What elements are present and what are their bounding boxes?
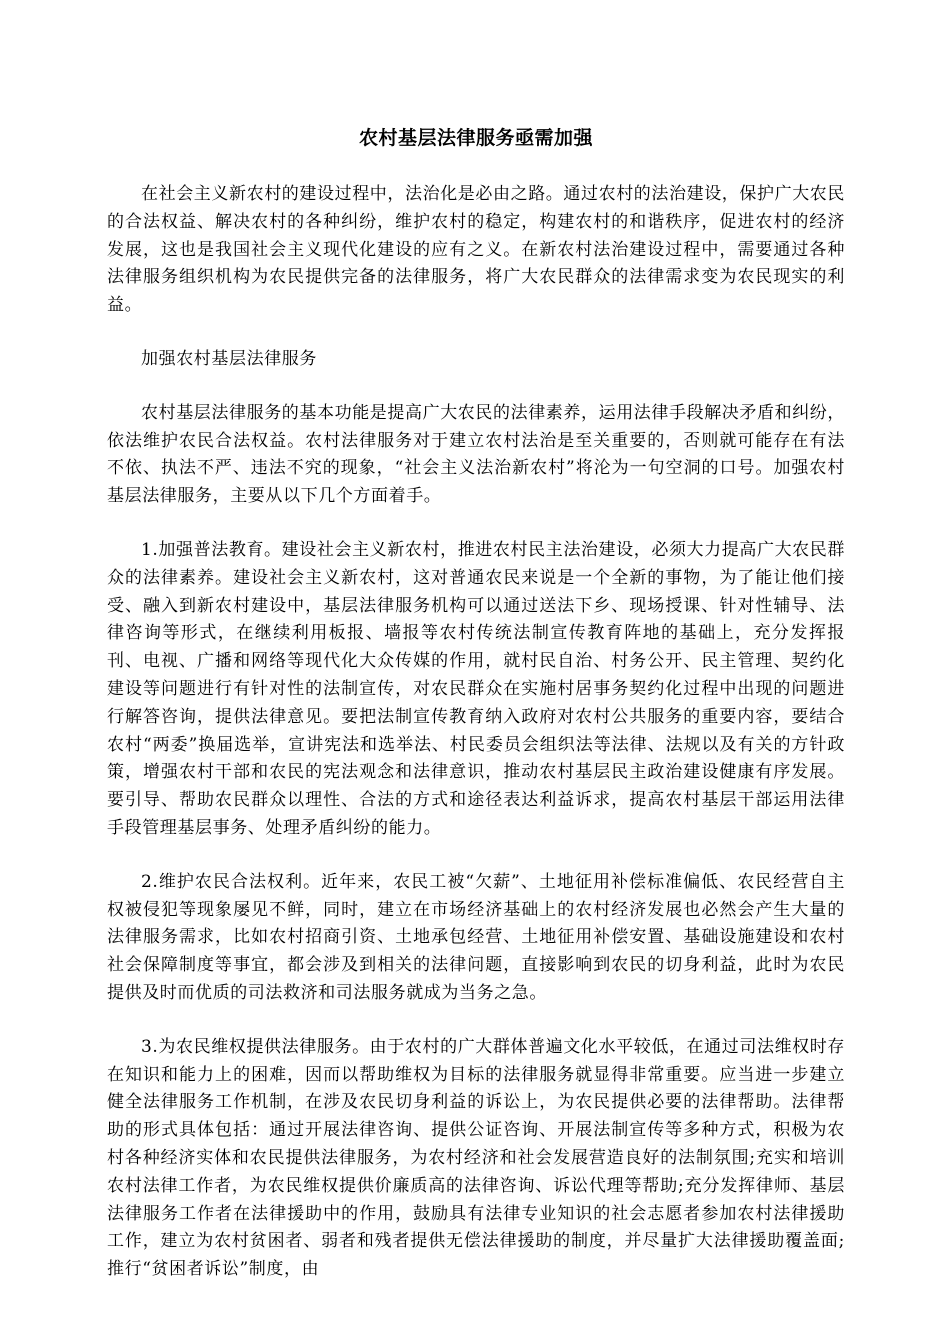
document-page [107, 0, 845, 1344]
intro-paragraph: 在社会主义新农村的建设过程中，法治化是必由之路。通过农村的法治建设，保护广大农民的合法权益、解决农村的各种纠纷，维护农村的稳定，构建农村的和谐秩序，促进农村的经济发展，这也是我国社会主义现代化建设的应有之义。在新农村法治建设过程中，需要通过各种法律服务组织机构为农民提供完备的法律服务，将广大农民群众的法律需求变为农民现实的利益。 [107, 184, 845, 316]
document-title: 农村基层法律服务亟需加强 [358, 127, 593, 149]
point-2-paragraph: 2.维护农民合法权利。近年来，农民工被“欠薪”、土地征用补偿标准偏低、农民经营自主权被侵犯等现象屡见不鲜，同时，建立在市场经济基础上的农村经济发展也必然会产生大量的法律服务需求，比如农村招商引资、土地承包经营、土地征用补偿安置、基础设施建设和农村社会保障制度等事宜，都会涉及到相关的法律问题，直接影响到农民的切身利益，此时为农民提供及时而优质的司法救济和司法服务就成为当务之急。 [107, 871, 845, 1003]
document-body [107, 181, 845, 1310]
point-1-paragraph: 1.加强普法教育。建设社会主义新农村，推进农村民主法治建设，必须大力提高广大农民群众的法律素养。建设社会主义新农村，这对普通农民来说是一个全新的事物，为了能让他们接受、融入到新农村建设中，基层法律服务机构可以通过送法下乡、现场授课、针对性辅导、法律咨询等形式，在继续利用板报、墙报等农村传统法制宣传教育阵地的基础上，充分发挥报刊、电视、广播和网络等现代化大众传媒的作用，就村民自治、村务公开、民主管理、契约化建设等问题进行有针对性的法制宣传，对农民群众在实施村居事务契约化过程中出现的问题进行解答咨询，提供法律意见。要把法制宣传教育纳入政府对农村公共服务的重要内容，要结合农村“两委”换届选举，宣讲宪法和选举法、村民委员会组织法等法律、法规以及有关的方针政策，增强农村干部和农民的宪法观念和法律意识，推动农村基层民主政治建设健康有序发展。要引导、帮助农民群众以理性、合法的方式和途径表达利益诉求，提高农村基层干部运用法律手段管理基层事务、处理矛盾纠纷的能力。 [107, 539, 845, 838]
section-heading: 加强农村基层法律服务 [141, 348, 317, 369]
section-intro-paragraph: 农村基层法律服务的基本功能是提高广大农民的法律素养，运用法律手段解决矛盾和纠纷，依法维护农民合法权益。农村法律服务对于建立农村法治是至关重要的，否则就可能存在有法不依、执法不严、违法不究的现象，“社会主义法治新农村”将沦为一句空洞的口号。加强农村基层法律服务，主要从以下几个方面着手。 [107, 402, 845, 507]
point-3-paragraph: 3.为农民维权提供法律服务。由于农村的广大群体普遍文化水平较低，在通过司法维权时存在知识和能力上的困难，因而以帮助维权为目标的法律服务就显得非常重要。应当进一步建立健全法律服务工作机制，在涉及农民切身利益的诉讼上，为农民提供必要的法律帮助。法律帮助的形式具体包括：通过开展法律咨询、提供公证咨询、开展法制宣传等多种方式，积极为农村各种经济实体和农民提供法律服务，为农村经济和社会发展营造良好的法制氛围;充实和培训农村法律工作者，为农民维权提供价廉质高的法律咨询、诉讼代理等帮助;充分发挥律师、基层法律服务工作者在法律援助中的作用，鼓励具有法律专业知识的社会志愿者参加农村法律援助工作，建立为农村贫困者、弱者和残者提供无偿法律援助的制度，并尽量扩大法律援助覆盖面;推行“贫困者诉讼”制度，由 [107, 1036, 845, 1280]
